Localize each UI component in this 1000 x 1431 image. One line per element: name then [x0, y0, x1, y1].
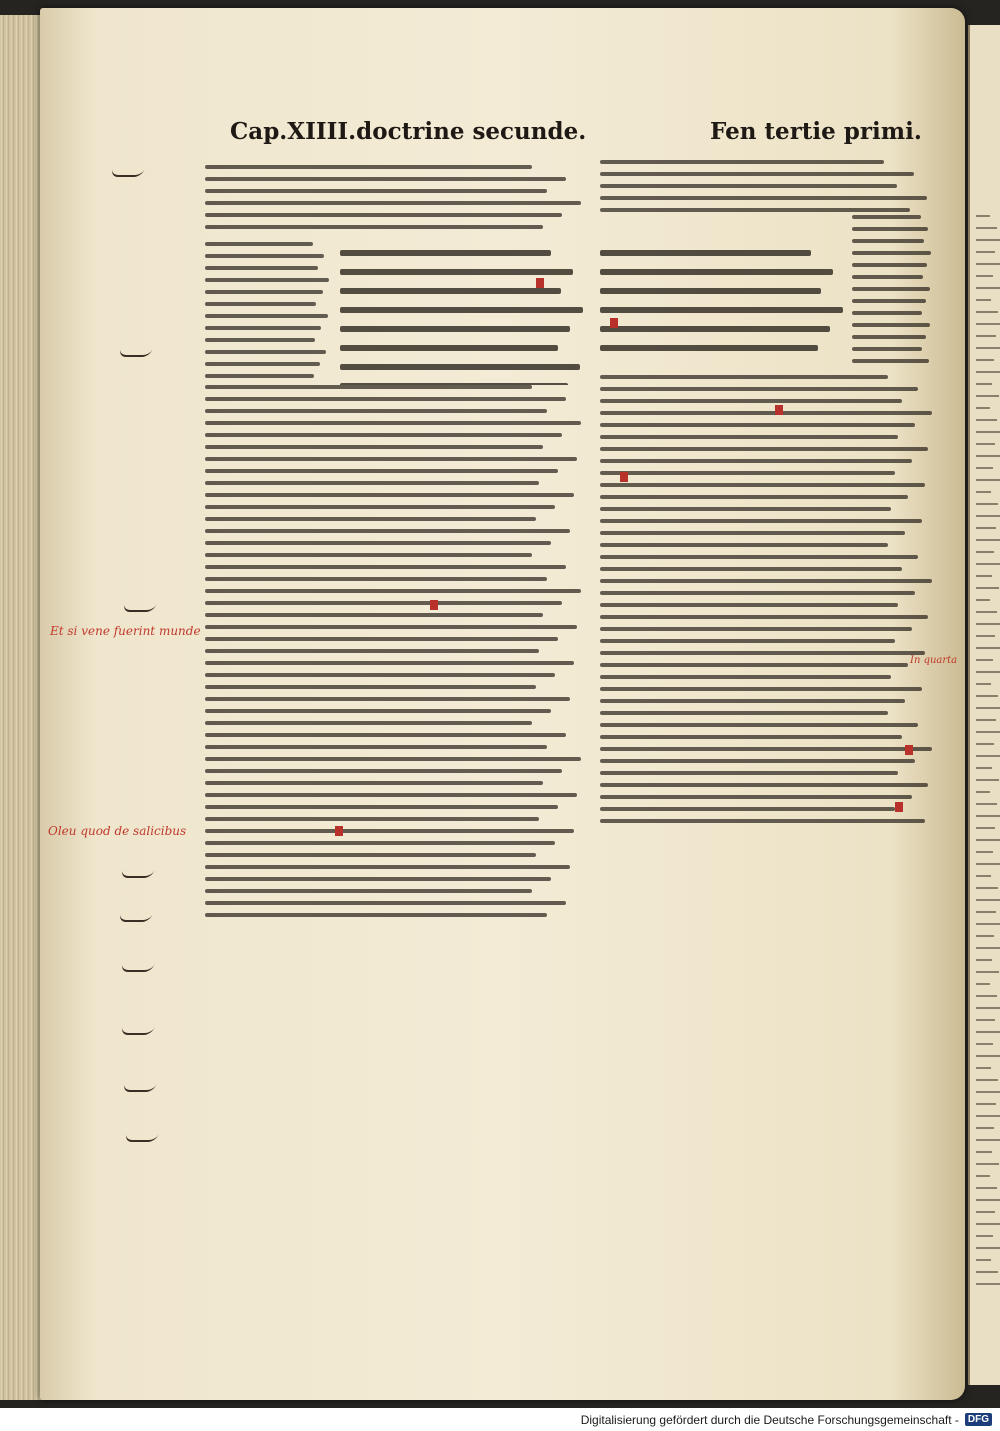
- facing-page-text-fragment: [976, 707, 1000, 709]
- text-line: [205, 326, 321, 330]
- facing-page-text-fragment: [976, 971, 999, 973]
- facing-page-text-fragment: [976, 911, 996, 913]
- text-line: [852, 263, 927, 267]
- facing-page-text-fragment: [976, 659, 993, 661]
- text-line: [600, 160, 884, 164]
- facing-page-text-fragment: [976, 1115, 1000, 1117]
- facing-page-text-fragment: [976, 299, 991, 301]
- facing-page-text-fragment: [976, 959, 992, 961]
- text-line: [600, 495, 908, 499]
- facing-page-text-fragment: [976, 287, 1000, 289]
- text-column-left-narrow: [205, 242, 330, 392]
- text-line: [340, 288, 561, 294]
- text-line: [340, 250, 551, 256]
- text-line: [205, 637, 558, 641]
- facing-page-text-fragment: [976, 215, 990, 217]
- text-line: [205, 577, 547, 581]
- facing-page-text-fragment: [976, 575, 992, 577]
- text-line: [205, 278, 329, 282]
- facing-page-text-fragment: [976, 947, 1000, 949]
- text-line: [600, 615, 928, 619]
- facing-page-text-fragment: [976, 515, 1000, 517]
- facing-page-text-fragment: [976, 1187, 997, 1189]
- facing-page-text-fragment: [976, 623, 1000, 625]
- facing-page-text-fragment: [976, 1283, 1000, 1285]
- text-line: [340, 326, 570, 332]
- rubric-mark: [905, 745, 913, 755]
- margin-note-red: In quarta: [910, 655, 958, 666]
- text-line: [600, 483, 925, 487]
- text-line: [205, 445, 543, 449]
- facing-page-text-fragment: [976, 1223, 1000, 1225]
- text-line: [600, 435, 898, 439]
- text-line: [205, 517, 536, 521]
- facing-page-text-fragment: [976, 731, 1000, 733]
- text-line: [205, 338, 315, 342]
- text-line: [205, 397, 566, 401]
- text-column-left-upper: [205, 165, 585, 240]
- text-line: [205, 865, 570, 869]
- text-line: [600, 531, 905, 535]
- facing-page-text-fragment: [976, 635, 995, 637]
- text-line: [600, 459, 912, 463]
- text-line: [600, 579, 932, 583]
- facing-page-text-fragment: [976, 263, 1000, 265]
- text-line: [205, 649, 539, 653]
- text-line: [600, 651, 925, 655]
- facing-page-text-fragment: [976, 479, 1000, 481]
- facing-page-text-fragment: [976, 779, 999, 781]
- text-line: [205, 553, 532, 557]
- text-column-left-lower: [205, 385, 585, 932]
- facing-page-text-fragment: [976, 995, 997, 997]
- facing-page-text-fragment: [976, 359, 994, 361]
- text-line: [205, 721, 532, 725]
- text-line: [205, 793, 577, 797]
- text-line: [600, 711, 888, 715]
- text-line: [600, 196, 927, 200]
- text-line: [852, 311, 922, 315]
- text-line: [205, 781, 543, 785]
- facing-page-text-fragment: [976, 1175, 990, 1177]
- text-line: [205, 409, 547, 413]
- facing-page-text-fragment: [976, 1271, 998, 1273]
- text-line: [600, 687, 922, 691]
- facing-page-text-fragment: [976, 803, 997, 805]
- facing-page-text-fragment: [976, 1199, 1000, 1201]
- text-line: [600, 250, 811, 256]
- text-line: [852, 299, 926, 303]
- facing-page-text-fragment: [976, 683, 991, 685]
- facing-page-text-fragment: [976, 407, 990, 409]
- text-line: [600, 783, 928, 787]
- facing-page-text-fragment: [976, 875, 991, 877]
- facing-page-text-fragment: [976, 899, 1000, 901]
- text-line: [600, 375, 888, 379]
- text-line: [600, 326, 830, 332]
- text-line: [205, 697, 570, 701]
- facing-page-text-fragment: [976, 455, 1000, 457]
- facing-page-text-fragment: [976, 1211, 995, 1213]
- text-line: [600, 627, 912, 631]
- rubric-mark: [536, 278, 544, 288]
- text-line: [205, 421, 581, 425]
- text-line: [205, 625, 577, 629]
- facing-page-text-fragment: [976, 839, 1000, 841]
- facing-page-text-fragment: [976, 1127, 994, 1129]
- text-line: [852, 323, 930, 327]
- text-line: [600, 795, 912, 799]
- text-line: [600, 819, 925, 823]
- text-line: [205, 805, 558, 809]
- rubric-mark: [335, 826, 343, 836]
- text-line: [600, 591, 915, 595]
- facing-page-text-fragment: [976, 863, 1000, 865]
- text-line: [852, 359, 929, 363]
- facing-page-text-fragment: [976, 887, 998, 889]
- facing-page-text-fragment: [976, 275, 993, 277]
- text-line: [205, 505, 555, 509]
- text-line: [205, 374, 314, 378]
- text-line: [340, 269, 573, 275]
- rubric-mark: [620, 472, 628, 482]
- text-line: [600, 603, 898, 607]
- facing-page-text-fragment: [976, 551, 994, 553]
- text-line: [205, 481, 539, 485]
- text-line: [600, 567, 902, 571]
- text-line: [205, 350, 326, 354]
- text-line: [600, 747, 932, 751]
- text-line: [205, 757, 581, 761]
- text-line: [205, 673, 555, 677]
- text-line: [205, 254, 324, 258]
- facing-page-text-fragment: [976, 323, 1000, 325]
- text-column-right-upper: [600, 160, 930, 220]
- text-line: [205, 589, 581, 593]
- text-line: [205, 601, 562, 605]
- text-line: [205, 877, 551, 881]
- text-line: [205, 165, 532, 169]
- margin-note-red: Et si vene fuerint munde: [50, 624, 201, 638]
- facing-page-text-fragment: [976, 539, 1000, 541]
- facing-page-text-fragment: [976, 1031, 1000, 1033]
- text-line: [600, 307, 843, 313]
- facing-page-text-fragment: [976, 611, 997, 613]
- facing-page-text-fragment: [976, 251, 995, 253]
- facing-page-text-fragment: [976, 755, 1000, 757]
- text-line: [852, 347, 922, 351]
- text-line: [205, 745, 547, 749]
- facing-page-text-fragment: [976, 935, 994, 937]
- facing-page-text-fragment: [976, 1067, 991, 1069]
- text-line: [205, 829, 574, 833]
- text-line: [600, 269, 833, 275]
- facing-page-text-fragment: [976, 983, 990, 985]
- text-line: [852, 275, 923, 279]
- facing-page-text-fragment: [976, 371, 1000, 373]
- facing-page-text-fragment: [976, 1247, 1000, 1249]
- text-column-right-narrow: [852, 215, 932, 365]
- facing-page-text-fragment: [976, 671, 1000, 673]
- text-line: [205, 266, 318, 270]
- text-line: [205, 177, 566, 181]
- facing-page-text-fragment: [976, 767, 992, 769]
- facing-page-text-fragment: [976, 431, 1000, 433]
- text-line: [600, 759, 915, 763]
- facing-page-text-fragment: [976, 791, 990, 793]
- rubric-mark: [610, 318, 618, 328]
- text-line: [600, 735, 902, 739]
- text-line: [852, 239, 924, 243]
- facing-page-text-fragment: [976, 923, 1000, 925]
- text-line: [600, 447, 928, 451]
- text-line: [600, 555, 918, 559]
- dfg-logo: DFG: [965, 1413, 992, 1426]
- text-line: [340, 364, 580, 370]
- facing-page-text-fragment: [976, 1163, 999, 1165]
- facing-page-text-fragment: [976, 599, 990, 601]
- rubric-mark: [775, 405, 783, 415]
- text-line: [205, 493, 574, 497]
- facing-page-text-fragment: [976, 395, 999, 397]
- text-line: [205, 302, 316, 306]
- text-line: [600, 288, 821, 294]
- text-line: [600, 507, 891, 511]
- text-line: [600, 699, 905, 703]
- facing-page-text-fragment: [976, 491, 991, 493]
- facing-page-text-fragment: [976, 347, 1000, 349]
- facing-page-text-fragment: [976, 527, 996, 529]
- facing-page-text-fragment: [976, 1007, 1000, 1009]
- facing-page-text-fragment: [976, 743, 994, 745]
- facing-page-text-fragment: [976, 335, 996, 337]
- text-line: [600, 387, 918, 391]
- text-line: [205, 889, 532, 893]
- rubric-mark: [895, 802, 903, 812]
- margin-note-red: Oleu quod de salicibus: [48, 824, 187, 838]
- facing-page-text-fragment: [976, 1235, 993, 1237]
- text-line: [852, 287, 930, 291]
- text-line: [205, 469, 558, 473]
- text-column-right-large: [600, 250, 845, 362]
- text-line: [600, 639, 895, 643]
- text-line: [600, 771, 898, 775]
- text-line: [600, 184, 897, 188]
- text-line: [600, 663, 908, 667]
- text-line: [205, 385, 532, 389]
- facing-page-edge: [968, 25, 1000, 1385]
- facing-page-text-fragment: [976, 587, 999, 589]
- text-line: [205, 290, 323, 294]
- text-line: [205, 201, 581, 205]
- text-line: [600, 675, 891, 679]
- facing-page-text-fragment: [976, 443, 995, 445]
- text-line: [205, 613, 543, 617]
- text-line: [205, 362, 320, 366]
- text-line: [205, 709, 551, 713]
- facing-page-text-fragment: [976, 1103, 996, 1105]
- text-line: [205, 733, 566, 737]
- facing-page-text-fragment: [976, 419, 997, 421]
- facing-page-text-fragment: [976, 1139, 1000, 1141]
- facing-page-text-fragment: [976, 851, 993, 853]
- text-line: [205, 685, 536, 689]
- text-column-left-large: [340, 250, 585, 385]
- text-line: [600, 807, 895, 811]
- text-line: [205, 913, 547, 917]
- text-line: [852, 335, 926, 339]
- text-column-right-lower: [600, 375, 935, 830]
- text-line: [205, 433, 562, 437]
- text-line: [205, 841, 555, 845]
- text-line: [600, 399, 902, 403]
- facing-page-text-fragment: [976, 1055, 1000, 1057]
- facing-page-text-fragment: [976, 647, 1000, 649]
- text-line: [600, 543, 888, 547]
- text-line: [205, 817, 539, 821]
- text-line: [852, 227, 928, 231]
- text-line: [205, 529, 570, 533]
- text-line: [852, 251, 931, 255]
- text-line: [205, 242, 313, 246]
- text-line: [600, 423, 915, 427]
- facing-page-text-fragment: [976, 311, 998, 313]
- text-line: [600, 471, 895, 475]
- facing-page-text-fragment: [976, 239, 1000, 241]
- facing-page-text-fragment: [976, 1043, 993, 1045]
- text-line: [600, 172, 914, 176]
- facing-page-text-fragment: [976, 1091, 1000, 1093]
- text-line: [852, 215, 921, 219]
- running-header-left: Cap.XIIII.doctrine secunde.: [230, 118, 587, 145]
- facing-page-text-fragment: [976, 563, 1000, 565]
- text-line: [600, 345, 818, 351]
- text-line: [205, 314, 328, 318]
- facing-page-text-fragment: [976, 1151, 992, 1153]
- facing-page-text-fragment: [976, 695, 998, 697]
- footer-credit: Digitalisierung gefördert durch die Deutsche Forschungsgemeinschaft -: [580, 1412, 959, 1427]
- text-line: [205, 189, 547, 193]
- facing-page-text-fragment: [976, 503, 998, 505]
- text-line: [205, 565, 566, 569]
- text-line: [205, 769, 562, 773]
- text-line: [205, 853, 536, 857]
- facing-page-text-fragment: [976, 1079, 998, 1081]
- rubric-mark: [430, 600, 438, 610]
- text-line: [205, 901, 566, 905]
- text-line: [340, 307, 583, 313]
- text-line: [600, 519, 922, 523]
- footer-bar: [0, 1408, 1000, 1431]
- facing-page-text-fragment: [976, 383, 992, 385]
- text-line: [205, 225, 543, 229]
- text-line: [205, 457, 577, 461]
- text-line: [205, 541, 551, 545]
- facing-page-text-fragment: [976, 827, 995, 829]
- facing-page-text-fragment: [976, 719, 996, 721]
- text-line: [600, 723, 918, 727]
- text-line: [600, 411, 932, 415]
- facing-page-text-fragment: [976, 1259, 991, 1261]
- facing-page-text-fragment: [976, 1019, 995, 1021]
- facing-page-text-fragment: [976, 815, 1000, 817]
- text-line: [600, 208, 910, 212]
- text-line: [205, 213, 562, 217]
- text-line: [205, 661, 574, 665]
- facing-page-text-fragment: [976, 467, 993, 469]
- running-header-right: Fen tertie primi.: [710, 118, 922, 145]
- text-line: [340, 345, 558, 351]
- facing-page-text-fragment: [976, 227, 997, 229]
